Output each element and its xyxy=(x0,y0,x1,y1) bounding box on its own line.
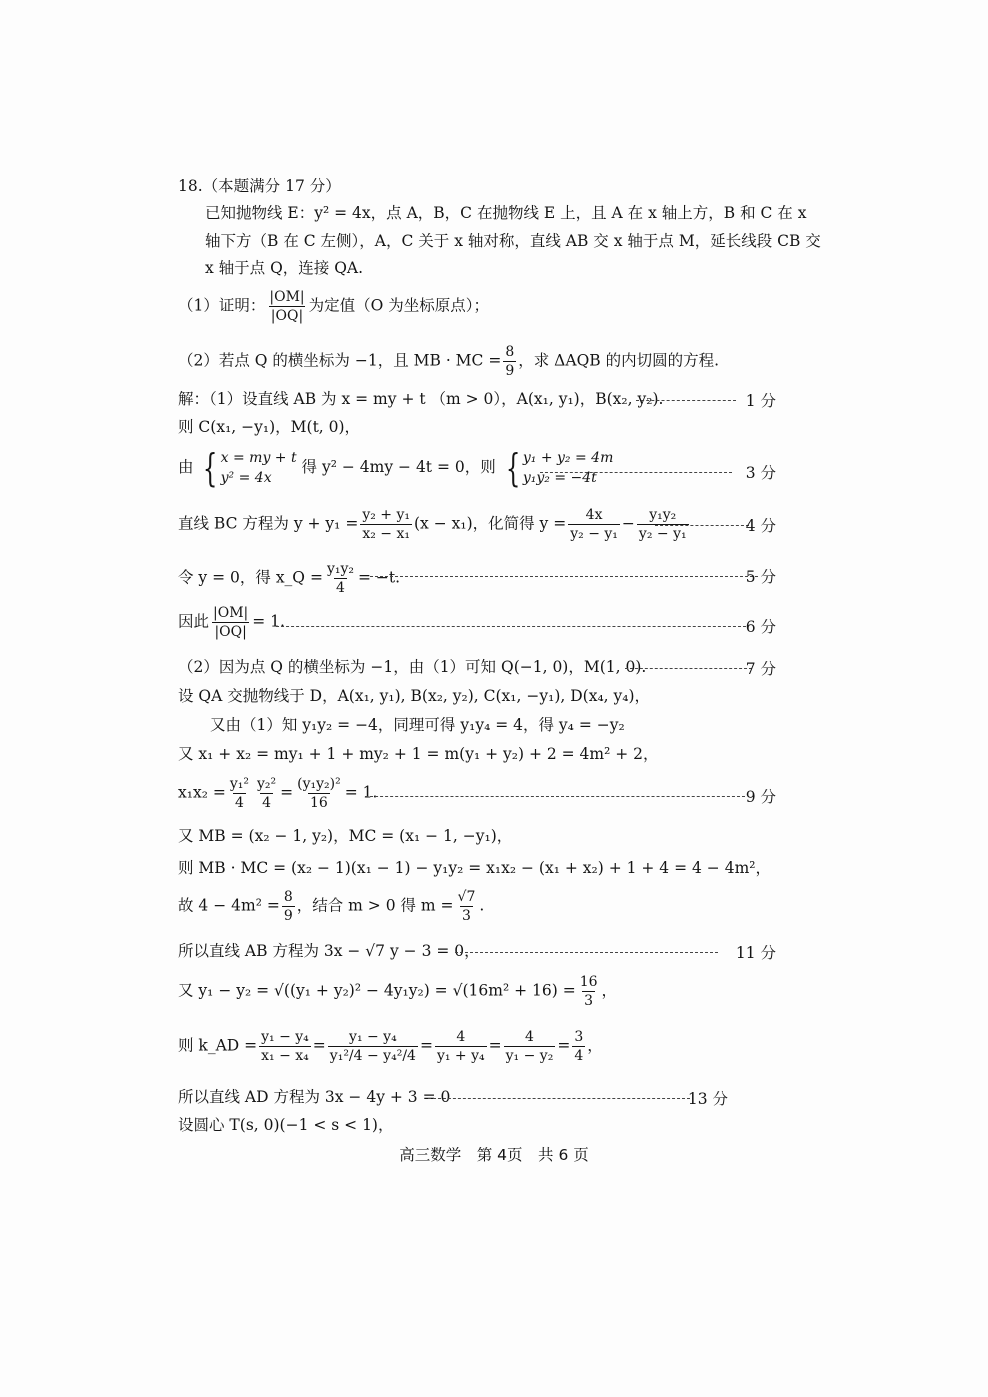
solution-line-3 xyxy=(178,448,788,488)
problem-header: 18.（本题满分 17 分） xyxy=(178,177,341,195)
text-segment: = −t. xyxy=(357,568,401,587)
score-leader xyxy=(636,400,736,401)
text-segment: 由 xyxy=(178,458,194,476)
text-segment: . xyxy=(479,896,485,915)
fraction-numerator: y₁y₂ xyxy=(326,561,354,577)
fraction-denominator: 16 xyxy=(309,795,328,811)
fraction-numerator: y₁² xyxy=(229,776,249,792)
fraction xyxy=(572,1028,585,1065)
problem-statement-line-1: 已知抛物线 E：y² = 4x，点 A，B，C 在抛物线 E 上，且 A 在 x 轴上方，B 和 C 在 x xyxy=(205,204,807,222)
part-2-suffix: ，求 ΔAQB 的内切圆的方程. xyxy=(518,351,720,370)
text-segment: (x − x₁)，化简得 y = xyxy=(414,514,567,533)
page-footer: 高三数学 第 4页 共 6 页 xyxy=(399,1146,589,1164)
fraction xyxy=(259,1028,311,1065)
fraction-denominator: 9 xyxy=(505,363,515,379)
fraction-denominator: 4 xyxy=(262,795,271,811)
solution-line-9: 又由（1）知 y₁y₂ = −4，同理可得 y₁y₄ = 4，得 y₄ = −y₂ xyxy=(210,716,625,734)
fraction xyxy=(568,506,620,543)
fraction-numerator: y₂ + y₁ xyxy=(362,507,410,523)
score-mark: 9 分 xyxy=(745,788,776,806)
problem-part-2 xyxy=(178,343,788,380)
solution-line-1: 解：（1）设直线 AB 为 x = my + t （m > 0），A(x₁, y₁)，B(x₂, y₂). xyxy=(178,390,664,408)
text-segment: 令 y = 0，得 x_Q = xyxy=(178,568,323,587)
score-mark: 3 分 xyxy=(745,464,776,482)
fraction-numerator: 8 xyxy=(283,889,293,905)
fraction xyxy=(228,775,251,812)
fraction xyxy=(325,560,356,597)
fraction-denominator: 4 xyxy=(234,795,244,811)
fraction-denominator: y₁²/4 − y₄²/4 xyxy=(329,1048,416,1064)
part-1-prefix: （1）证明： xyxy=(178,296,266,315)
fraction-numerator: 4 xyxy=(456,1029,466,1045)
score-mark: 4 分 xyxy=(745,517,776,535)
text-segment: = 1. xyxy=(344,783,378,802)
fraction xyxy=(578,973,600,1010)
solution-line-10: 又 x₁ + x₂ = my₁ + 1 + my₂ + 1 = m(y₁ + y₂) + 2 = 4m² + 2， xyxy=(178,745,659,763)
fraction xyxy=(456,888,478,925)
text-segment: 故 4 − 4m² = xyxy=(178,896,280,915)
solution-line-11 xyxy=(178,775,788,812)
score-mark: 13 分 xyxy=(687,1090,728,1108)
system-row: y₁y₂ = −4t xyxy=(522,470,597,486)
fraction-numerator: 3 xyxy=(574,1029,584,1045)
fraction-denominator: |OQ| xyxy=(270,308,304,324)
part-1-fraction xyxy=(267,288,306,325)
score-mark: 5 分 xyxy=(745,568,776,586)
text-segment: 又 y₁ − y₂ = √((y₁ + y₂)² − 4y₁y₂) = √(16m² + 16) = xyxy=(178,981,576,1000)
score-leader xyxy=(370,576,758,577)
text-segment: 因此 xyxy=(178,612,210,631)
solution-line-7: （2）因为点 Q 的横坐标为 −1，由（1）可知 Q(−1, 0)，M(1, 0). xyxy=(178,658,647,676)
solution-line-2: 则 C(x₁, −y₁)，M(t, 0)， xyxy=(178,418,361,436)
score-leader xyxy=(428,1098,690,1099)
fraction xyxy=(282,888,295,925)
problem-part-1 xyxy=(178,288,788,325)
solution-line-12: 又 MB = (x₂ − 1, y₂)，MC = (x₁ − 1, −y₁)， xyxy=(178,827,513,845)
score-leader xyxy=(625,668,752,669)
text-segment: 直线 BC 方程为 y + y₁ = xyxy=(178,514,359,533)
score-leader xyxy=(276,626,746,627)
system-row: y² = 4x xyxy=(220,470,272,486)
equation-system-2: { y₁ + y₂ = 4m y₁y₂ = −4t xyxy=(505,446,614,490)
text-segment: x₁x₂ = xyxy=(178,783,226,802)
text-segment: ， xyxy=(601,981,618,1000)
fraction xyxy=(328,1028,418,1065)
fraction-denominator: 9 xyxy=(283,908,293,924)
score-mark: 1 分 xyxy=(745,392,776,410)
score-mark: 7 分 xyxy=(745,660,776,678)
fraction-denominator: x₂ − x₁ xyxy=(362,526,410,542)
text-segment: = 1. xyxy=(252,612,285,631)
fraction-numerator: y₁ − y₄ xyxy=(261,1029,309,1045)
solution-line-19: 设圆心 T(s, 0)(−1 < s < 1)， xyxy=(178,1116,394,1134)
fraction-denominator: 3 xyxy=(584,993,594,1009)
score-leader xyxy=(365,796,745,797)
fraction xyxy=(504,1028,556,1065)
fraction-numerator: |OM| xyxy=(213,605,249,621)
fraction xyxy=(211,604,250,641)
fraction-denominator: y₁ − y₂ xyxy=(505,1048,554,1064)
text-segment: − xyxy=(621,514,635,533)
fraction-numerator: y₁y₂ xyxy=(649,507,677,523)
fraction-denominator: 4 xyxy=(574,1048,584,1064)
solution-line-6 xyxy=(178,604,788,641)
part-1-suffix: 为定值（O 为坐标原点）； xyxy=(308,296,490,315)
text-segment: 则 k_AD = xyxy=(178,1036,258,1055)
score-leader xyxy=(455,952,718,953)
fraction-numerator: √7 xyxy=(457,889,476,905)
fraction-denominator: y₂ − y₁ xyxy=(638,526,687,542)
text-segment: ，结合 m > 0 得 m = xyxy=(296,896,454,915)
system-row: x = my + t xyxy=(220,450,297,466)
solution-line-15: 所以直线 AB 方程为 3x − √7 y − 3 = 0， xyxy=(178,942,480,960)
problem-statement-line-3: x 轴于点 Q，连接 QA. xyxy=(205,259,364,277)
fraction-numerator: y₂² xyxy=(256,776,277,792)
fraction-numerator: |OM| xyxy=(269,289,305,305)
fraction xyxy=(295,775,343,812)
solution-line-8: 设 QA 交抛物线于 D，A(x₁, y₁), B(x₂, y₂), C(x₁, −y₁), D(x₄, y₄)， xyxy=(178,687,651,705)
fraction xyxy=(360,506,412,543)
problem-statement-line-2: 轴下方（B 在 C 左侧），A，C 关于 x 轴对称，直线 AB 交 x 轴于点 M，延长线段 CB 交 xyxy=(205,232,821,250)
fraction-numerator: y₁ − y₄ xyxy=(349,1029,397,1045)
fraction-numerator: (y₁y₂)² xyxy=(297,776,341,792)
score-mark: 11 分 xyxy=(735,944,776,962)
fraction xyxy=(255,775,278,812)
score-leader xyxy=(540,472,732,473)
fraction-denominator: 3 xyxy=(462,908,471,924)
text-segment: 得 y² − 4my − 4t = 0，则 xyxy=(301,458,496,476)
part-2-prefix: （2）若点 Q 的横坐标为 −1，且 MB · MC = xyxy=(178,351,502,370)
score-leader xyxy=(655,525,749,526)
score-mark: 6 分 xyxy=(745,618,776,636)
fraction-denominator: |OQ| xyxy=(214,624,247,640)
part-2-fraction xyxy=(503,343,516,380)
system-row: y₁ + y₂ = 4m xyxy=(522,450,614,466)
solution-line-5 xyxy=(178,560,788,597)
text-segment: ， xyxy=(587,1036,603,1055)
fraction-denominator: 4 xyxy=(336,580,345,596)
solution-line-14 xyxy=(178,888,788,925)
equation-system-1: { x = my + t y² = 4x xyxy=(203,446,297,490)
solution-line-13: 则 MB · MC = (x₂ − 1)(x₁ − 1) − y₁y₂ = x₁x₂ − (x₁ + x₂) + 1 + 4 = 4 − 4m²， xyxy=(178,859,771,877)
solution-line-17: 则 k_AD = $\frac{\text{y₁ − y₄}}{\text{x₁ − x₄}}$ = $\frac{\text{y₁ − y₄}}{\text{y₁²/4 − y₄²/4}}$ = $\frac{4}{\text{y₁ + y₄}}$ = $\frac{4}{\text{y₁ − y₂}}$ = $\frac{3}{4}$ ， xyxy=(178,1029,603,1064)
solution-line-16 xyxy=(178,973,788,1010)
solution-line-18: 所以直线 AD 方程为 3x − 4y + 3 = 0 xyxy=(178,1088,451,1106)
fraction xyxy=(435,1028,487,1065)
text-segment: = xyxy=(280,783,294,802)
fraction-denominator: y₁ + y₄ xyxy=(436,1048,485,1064)
fraction-denominator: x₁ − x₄ xyxy=(261,1048,309,1064)
fraction-numerator: 4x xyxy=(585,507,603,523)
fraction-numerator: 16 xyxy=(579,974,598,990)
fraction-numerator: 8 xyxy=(505,344,515,360)
fraction-denominator: y₂ − y₁ xyxy=(570,526,618,542)
fraction-numerator: 4 xyxy=(525,1029,534,1045)
